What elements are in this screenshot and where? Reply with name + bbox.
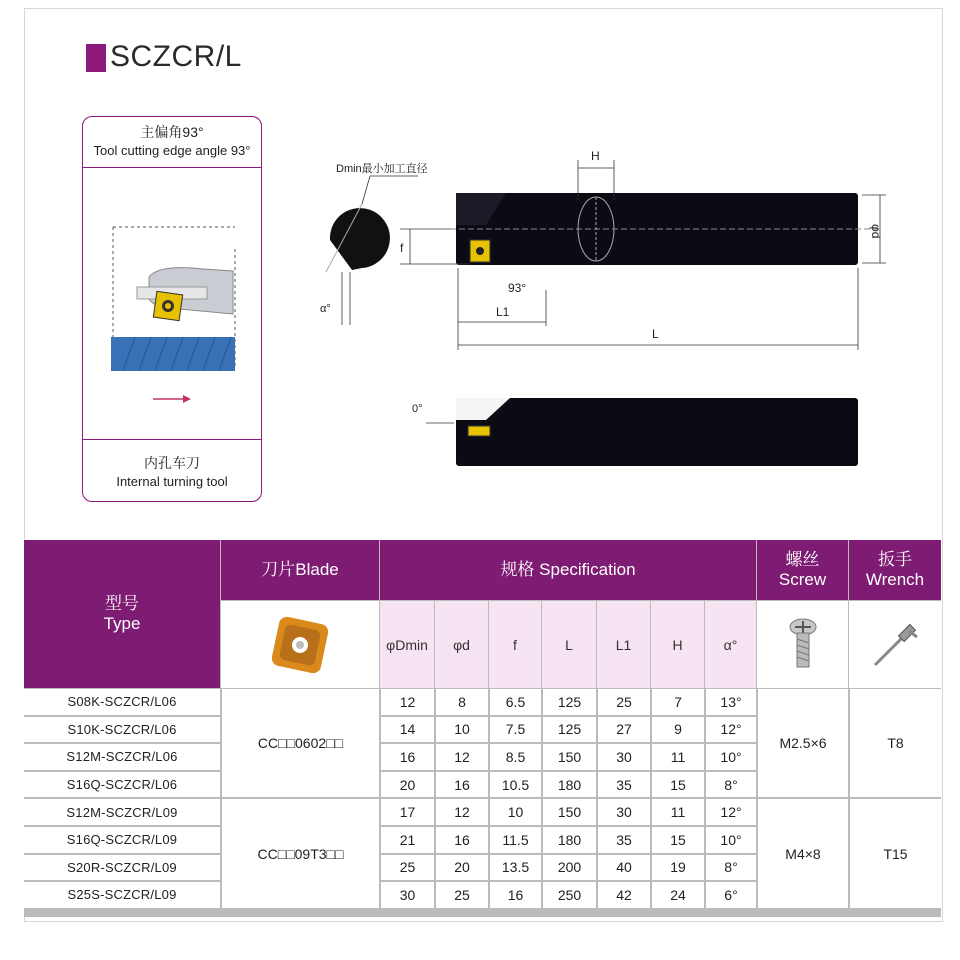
table-cell: 35 xyxy=(597,772,650,799)
table-row-type: S10K-SCZCR/L06 xyxy=(24,717,220,744)
table-cell: 13° xyxy=(705,689,756,716)
title-marker xyxy=(86,44,106,72)
table-cell: 15 xyxy=(651,827,704,854)
table-cell: 30 xyxy=(380,882,434,909)
dmin-label: Dmin最小加工直径 xyxy=(336,163,428,175)
table-cell: 25 xyxy=(597,689,650,716)
dmin-circle xyxy=(330,208,390,270)
table-cell: 40 xyxy=(597,855,650,882)
spec-col-header: H xyxy=(651,601,704,688)
table-cell: 11 xyxy=(651,799,704,826)
table-cell: 10 xyxy=(489,799,541,826)
table-cell: 19 xyxy=(651,855,704,882)
insert-side xyxy=(468,426,490,436)
page-title: SCZCR/L xyxy=(110,40,242,73)
table-cell: 200 xyxy=(542,855,596,882)
table-cell: 21 xyxy=(380,827,434,854)
table-cell: 12° xyxy=(705,717,756,744)
l1-label: L1 xyxy=(496,305,510,319)
cutting-angle-panel xyxy=(82,116,262,502)
type-header-en: Type xyxy=(103,614,141,633)
group-screw-cell: M2.5×6 xyxy=(757,689,848,798)
angle-caption-en: Tool cutting edge angle 93° xyxy=(93,143,251,158)
table-cell: 10 xyxy=(435,717,488,744)
screw-image-cell xyxy=(757,601,848,688)
table-row-type: S08K-SCZCR/L06 xyxy=(24,689,220,716)
screw-header xyxy=(757,540,848,600)
table-cell: 20 xyxy=(380,772,434,799)
group-wrench-cell: T15 xyxy=(849,799,941,908)
table-cell: 10.5 xyxy=(489,772,541,799)
h-label: H xyxy=(591,149,600,163)
group-screw-cell: M4×8 xyxy=(757,799,848,908)
wrench-icon xyxy=(867,617,923,673)
table-cell: 8° xyxy=(705,772,756,799)
angle-caption-cn: 主偏角93° xyxy=(140,124,204,140)
table-cell: 25 xyxy=(380,855,434,882)
alpha-label: α° xyxy=(320,303,331,315)
d-label: φd xyxy=(869,224,883,239)
blade-header: 刀片Blade xyxy=(221,540,379,600)
table-cell: 16 xyxy=(380,744,434,771)
tool-caption-en: Internal turning tool xyxy=(116,474,228,489)
spec-col-header: φd xyxy=(435,601,488,688)
toolbar-side-view xyxy=(456,398,858,466)
table-cell: 250 xyxy=(542,882,596,909)
tool-caption-cn: 内孔车刀 xyxy=(144,455,200,471)
spec-col-header: L xyxy=(542,601,596,688)
table-cell: 14 xyxy=(380,717,434,744)
table-cell: 12 xyxy=(435,744,488,771)
table-cell: 17 xyxy=(380,799,434,826)
table-cell: 7 xyxy=(651,689,704,716)
table-row-type: S16Q-SCZCR/L09 xyxy=(24,827,220,854)
spec-col-header: L1 xyxy=(597,601,650,688)
table-cell: 13.5 xyxy=(489,855,541,882)
spec-col-header: α° xyxy=(705,601,756,688)
zero-angle-label: 0° xyxy=(412,403,423,415)
wrench-image-cell xyxy=(849,601,941,688)
wrench-header-en: Wrench xyxy=(865,570,925,589)
table-cell: 8° xyxy=(705,855,756,882)
table-cell: 125 xyxy=(542,717,596,744)
table-cell: 30 xyxy=(597,744,650,771)
table-row-type: S25S-SCZCR/L09 xyxy=(24,882,220,909)
group-blade-cell: CC□□09T3□□ xyxy=(221,799,379,908)
table-cell: 16 xyxy=(435,772,488,799)
table-cell: 8 xyxy=(435,689,488,716)
table-cell: 24 xyxy=(651,882,704,909)
table-cell: 150 xyxy=(542,744,596,771)
table-cell: 125 xyxy=(542,689,596,716)
group-blade-cell: CC□□0602□□ xyxy=(221,689,379,798)
table-cell: 9 xyxy=(651,717,704,744)
table-row-type: S20R-SCZCR/L09 xyxy=(24,855,220,882)
table-cell: 15 xyxy=(651,772,704,799)
panel-divider-bottom xyxy=(83,439,261,440)
table-cell: 180 xyxy=(542,772,596,799)
group-wrench-cell: T8 xyxy=(849,689,941,798)
insert-icon xyxy=(269,614,331,676)
table-cell: 7.5 xyxy=(489,717,541,744)
internal-turning-illustration xyxy=(83,169,261,439)
f-label: f xyxy=(400,241,404,255)
table-row-type: S12M-SCZCR/L09 xyxy=(24,799,220,826)
table-cell: 16 xyxy=(489,882,541,909)
l-label: L xyxy=(652,327,659,341)
table-cell: 11 xyxy=(651,744,704,771)
table-cell: 27 xyxy=(597,717,650,744)
table-cell: 12 xyxy=(380,689,434,716)
approach-angle-label: 93° xyxy=(508,281,527,295)
table-cell: 25 xyxy=(435,882,488,909)
table-cell: 11.5 xyxy=(489,827,541,854)
screw-header-en: Screw xyxy=(778,570,827,589)
table-cell: 42 xyxy=(597,882,650,909)
tool-dimension-diagram xyxy=(300,140,900,480)
screw-header-cn: 螺丝 xyxy=(785,550,820,569)
table-cell: 20 xyxy=(435,855,488,882)
table-cell: 6° xyxy=(705,882,756,909)
table-cell: 10° xyxy=(705,827,756,854)
table-cell: 150 xyxy=(542,799,596,826)
table-cell: 16 xyxy=(435,827,488,854)
blade-image-cell xyxy=(221,601,379,688)
spec-col-header: f xyxy=(489,601,541,688)
table-cell: 30 xyxy=(597,799,650,826)
table-row-type: S16Q-SCZCR/L06 xyxy=(24,772,220,799)
table-row-type: S12M-SCZCR/L06 xyxy=(24,744,220,771)
panel-divider-top xyxy=(83,167,261,168)
table-cell: 35 xyxy=(597,827,650,854)
table-cell: 12° xyxy=(705,799,756,826)
wrench-header xyxy=(849,540,941,600)
table-cell: 8.5 xyxy=(489,744,541,771)
table-cell: 6.5 xyxy=(489,689,541,716)
type-header xyxy=(24,540,220,688)
table-cell: 12 xyxy=(435,799,488,826)
spec-table xyxy=(24,540,941,917)
table-cell: 10° xyxy=(705,744,756,771)
type-header-cn: 型号 xyxy=(105,594,139,613)
wrench-header-cn: 扳手 xyxy=(878,550,912,569)
screw-icon xyxy=(783,617,823,673)
spec-header: 规格 Specification xyxy=(380,540,756,600)
spec-col-header: φDmin xyxy=(380,601,434,688)
table-cell: 180 xyxy=(542,827,596,854)
